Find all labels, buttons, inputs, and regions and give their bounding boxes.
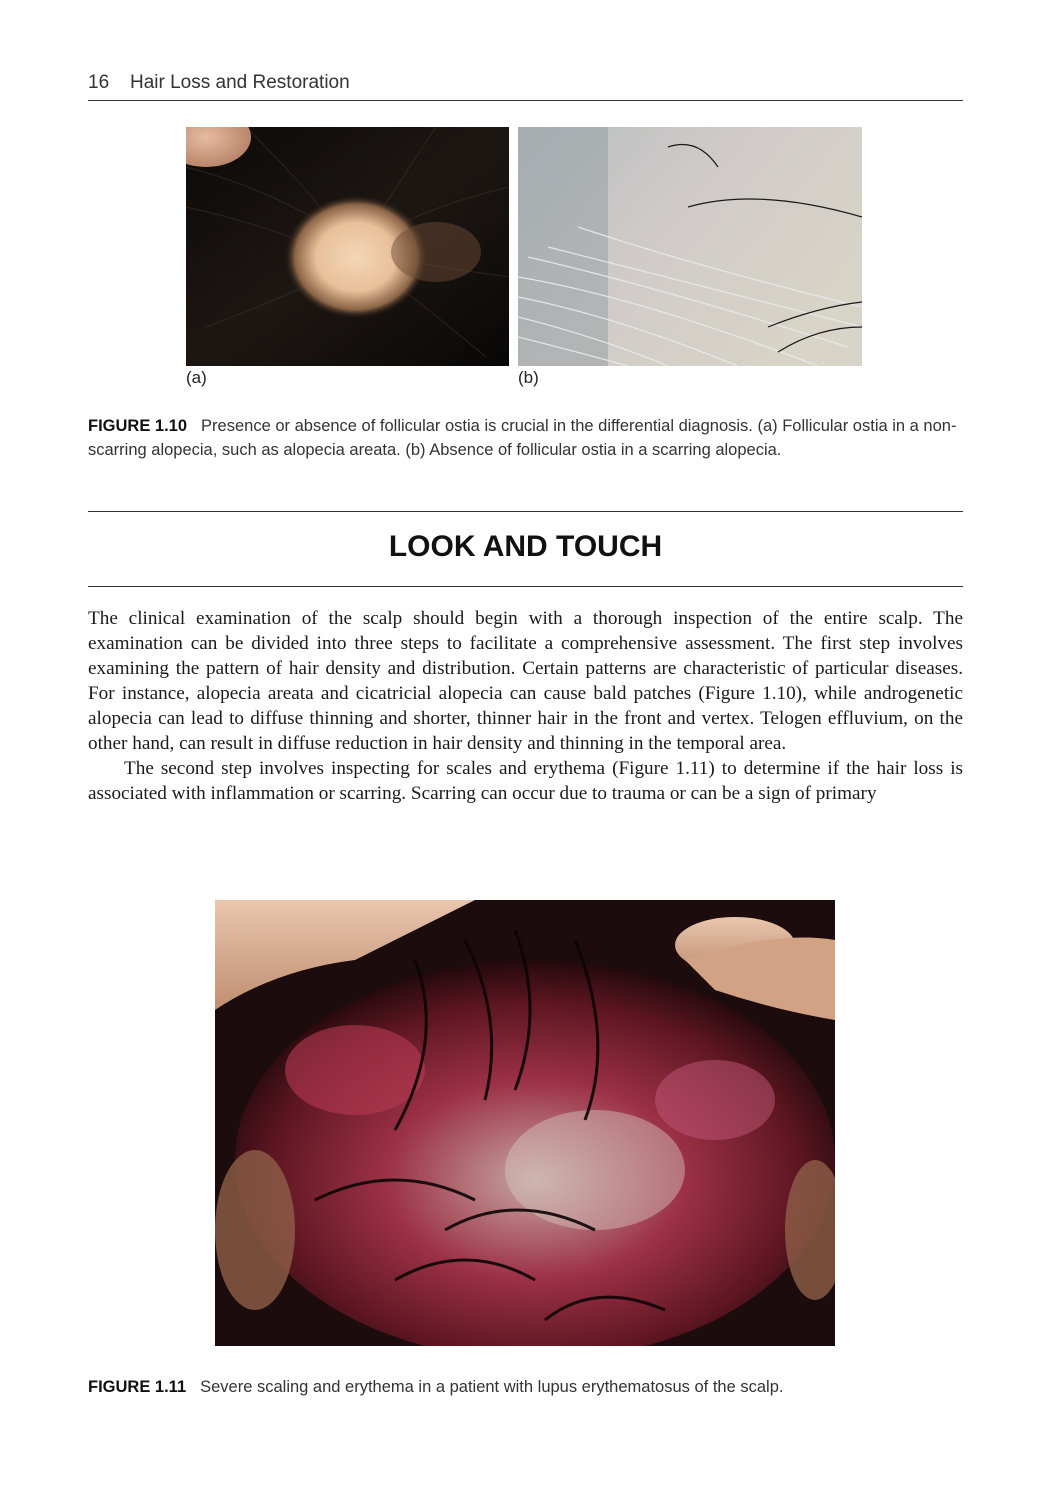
- paragraph: The clinical examination of the scalp should begin with a thorough inspection of the entire scalp. The examination can be divided into three steps to facilitate a comprehensive assessment. The first step involves examining the pattern of hair density and distribution. Certain patterns are characteristic of particular diseases. For instance, alopecia areata and cicatricial alopecia can cause bald patches (Figure 1.10), while androgenetic alopecia can lead to diffuse thinning and shorter, thinner hair in the front and vertex. Telogen effluvium, on the other hand, can result in diffuse reduction in hair density and thinning in the temporal area.: [88, 608, 963, 754]
- figure-1-11-caption: [88, 1375, 968, 1399]
- figure-1-10-caption: [88, 414, 968, 462]
- body-text: [88, 606, 963, 806]
- running-header: [88, 70, 963, 101]
- figure-1-11-caption-text: Severe scaling and erythema in a patient with lupus erythematosus of the scalp.: [200, 1378, 784, 1396]
- figure-1-10a-label: (a): [186, 368, 207, 387]
- page-number: 16: [88, 72, 110, 93]
- running-title: Hair Loss and Restoration: [130, 72, 350, 93]
- section-title: LOOK AND TOUCH: [388, 530, 663, 563]
- section-rule-top: [88, 511, 963, 512]
- figure-1-11-label: FIGURE 1.11: [88, 1378, 187, 1396]
- figure-1-10b-label: (b): [518, 368, 539, 387]
- figure-1-11-photo: [215, 900, 835, 1346]
- figure-1-10a-photo: [186, 127, 509, 366]
- paragraph: The second step involves inspecting for scales and erythema (Figure 1.11) to determine if the hair loss is associated with inflammation or scarring. Scarring can occur due to trauma or can be a sign of primary: [88, 758, 963, 804]
- figure-1-10-caption-text: Presence or absence of follicular ostia is crucial in the differential diagnosis. (a) Follicular ostia in a non-scarring alopecia, such as alopecia areata. (b) Absence of follicular ostia in a scarring alopecia.: [88, 417, 957, 459]
- section-rule-bottom: [88, 586, 963, 587]
- figure-1-10b-photo: [518, 127, 862, 366]
- figure-1-10-label: FIGURE 1.10: [88, 417, 188, 435]
